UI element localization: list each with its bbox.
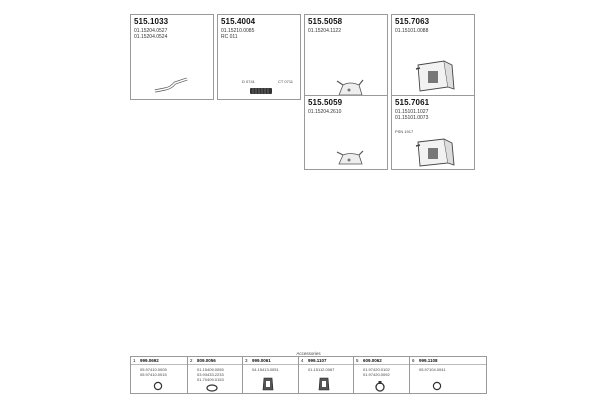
- part-code: 515.4004: [221, 17, 256, 26]
- part-ref: 01.15204.2610: [308, 109, 342, 115]
- part-ref: RC 011: [221, 34, 238, 40]
- clamp-icon: [432, 381, 442, 391]
- clamp-icon: [374, 381, 386, 392]
- accessory-code: 809.0056: [197, 358, 216, 363]
- accessory-ref: 05.97410.0005: [140, 367, 167, 372]
- part-label: CT 0711: [278, 79, 293, 84]
- part-code: 515.1033: [134, 17, 169, 26]
- part-ref: 01.15101.0073: [395, 115, 429, 121]
- accessory-ref: 04.15413.0051: [252, 367, 279, 372]
- part-card-515-5058[interactable]: [304, 14, 388, 100]
- rear-muffler-icon: [414, 136, 456, 170]
- accessory-ref: 01.15112.0067: [308, 367, 335, 372]
- flex-pipe-icon: [250, 87, 272, 95]
- part-card-515-1033[interactable]: [130, 14, 214, 100]
- part-code: 515.5058: [308, 17, 343, 26]
- part-ref: 01.15204.1122: [308, 28, 341, 34]
- accessory-number: 3: [245, 358, 248, 363]
- part-code: 515.7061: [395, 98, 430, 107]
- accessory-ref: 01.97420.0102: [363, 367, 390, 372]
- accessories-title: Accessories: [296, 351, 321, 356]
- accessory-number: 4: [301, 358, 304, 363]
- accessory-item[interactable]: [410, 357, 486, 393]
- accessory-code: 609.0062: [363, 358, 382, 363]
- part-ref: 01.15204.0524: [134, 34, 168, 40]
- accessory-item[interactable]: [131, 357, 188, 393]
- accessory-ref: 03.93433.2233: [197, 372, 224, 377]
- accessory-item[interactable]: [243, 357, 299, 393]
- clamp-icon: [153, 381, 163, 391]
- accessory-number: 1: [133, 358, 136, 363]
- part-note: PSN 1917: [395, 129, 414, 134]
- accessory-number: 5: [356, 358, 359, 363]
- accessory-ref: 01.70409.0153: [197, 377, 224, 382]
- accessory-code: 999.0692: [140, 358, 159, 363]
- accessories-strip: [130, 356, 487, 394]
- part-label: D 0741: [242, 79, 255, 84]
- rear-muffler-icon: [414, 57, 456, 95]
- accessory-ref: 01.97420.0092: [363, 372, 390, 377]
- rubber-mount-icon: [317, 377, 331, 391]
- gasket-icon: [206, 384, 218, 392]
- part-code: 515.5059: [308, 98, 343, 107]
- silencer-icon: [335, 150, 365, 168]
- exhaust-pipe-icon: [153, 75, 193, 95]
- accessory-item[interactable]: [354, 357, 410, 393]
- part-ref: 01.15210.0085: [221, 28, 255, 34]
- accessory-number: 6: [412, 358, 415, 363]
- accessory-code: 999.1108: [419, 358, 438, 363]
- accessory-number: 2: [190, 358, 193, 363]
- part-card-515-7063[interactable]: [391, 14, 475, 100]
- accessory-code: 999.0061: [252, 358, 271, 363]
- accessory-item[interactable]: [188, 357, 243, 393]
- accessory-code: 999.1107: [308, 358, 327, 363]
- part-ref: 01.15204.0527: [134, 28, 168, 34]
- accessory-ref: 05.97104.0041: [419, 367, 446, 372]
- accessory-item[interactable]: [299, 357, 354, 393]
- accessory-ref: 05.97410.0015: [140, 372, 167, 377]
- part-code: 515.7063: [395, 17, 430, 26]
- part-card-515-4004[interactable]: [217, 14, 301, 100]
- part-ref: 01.15101.0088: [395, 28, 429, 34]
- part-card-515-7061[interactable]: [391, 95, 475, 170]
- part-card-515-5059[interactable]: [304, 95, 388, 170]
- rubber-mount-icon: [261, 377, 275, 391]
- accessory-ref: 01.15409.0055: [197, 367, 224, 372]
- part-ref: 01.15101.1027: [395, 109, 429, 115]
